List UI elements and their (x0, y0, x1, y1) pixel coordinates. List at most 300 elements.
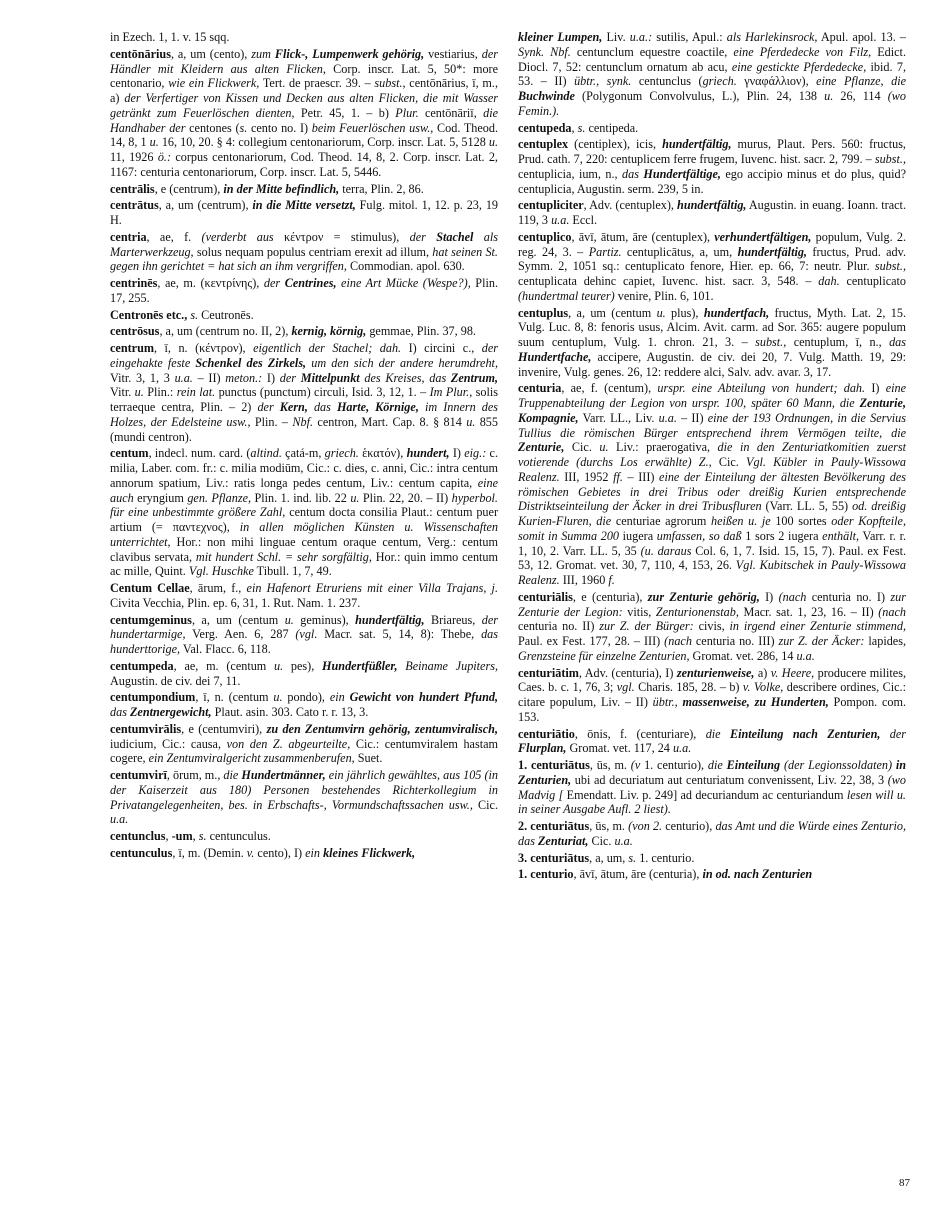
entry-gloss-italic: wie ein Flickwerk, (168, 76, 260, 91)
entry-gloss-italic: u. (656, 305, 666, 320)
dictionary-entry (110, 341, 498, 444)
entry-text: iudicium, Cic.: causa, (110, 736, 227, 751)
entry-text: Varr. r. r. 1, 10, 2. Varr. LL. 5, 35 (518, 528, 907, 558)
entry-text: Plin.: (143, 385, 177, 400)
entry-gloss-italic: u. (599, 440, 609, 455)
entry-text: 26, 114 (833, 89, 888, 103)
entry-text: – II) (676, 410, 708, 425)
entry-text: Paul. ex Fest. 177, 28. – III) (518, 634, 665, 648)
entry-text: Cic. (564, 440, 600, 455)
entry-text: terra, Plin. 2, 86. (339, 181, 424, 196)
dictionary-entry (110, 846, 498, 861)
dictionary-entry (518, 137, 906, 196)
entry-text: , a, um (centum (191, 612, 285, 627)
entry-headword: centumpeda (110, 658, 174, 673)
entry-headword: Centum Cellae (110, 581, 190, 595)
entry-text: Charis. 185, 28. – b) (634, 680, 743, 695)
entry-gloss-italic: Zenturionenstab, (655, 604, 739, 619)
entry-text: Suet. (354, 751, 383, 766)
entry-gloss-bold: Centrines, (284, 276, 337, 290)
entry-text: Plin. 22, 20. – II) (359, 490, 452, 505)
entry-gloss-italic: Vgl. Kubitschek in Pauly-Wissowa Realenz. (518, 558, 906, 587)
entry-text: , ī, n. (centum (195, 690, 274, 705)
entry-gloss-italic: od. dreißig Kurien-Fluren, die (518, 499, 906, 528)
entry-text: corpus centonariorum, Cod. Theod. 14, 8, 2. Corp. inscr. Lat. 2, 1167: centuria centonariorum, Corp. inscr. Lat. 5, 5446. (110, 150, 498, 179)
entry-text: populum, Vulg. 2. reg. 24, 3. – (518, 229, 906, 259)
entry-text: centunclus ( (631, 74, 703, 89)
entry-headword: centumvirī (110, 768, 167, 782)
entry-headword: 2. centuriātus (518, 819, 590, 833)
entry-gloss-bold: Flurplan, (518, 741, 567, 756)
entry-text: ἑκατόν), (358, 446, 407, 461)
entry-text: describere ordines, Cic.: citare populum, Liv. – II) (518, 680, 906, 709)
entry-text: centipeda. (585, 120, 639, 135)
entry-gloss-italic: griech. (702, 74, 737, 89)
entry-gloss-bold: Zenturiat, (537, 833, 589, 848)
entry-text: , a, um (centrum), (158, 198, 253, 213)
entry-headword: centuriātio (518, 726, 575, 741)
entry-text: I) (759, 589, 779, 604)
entry-gloss-italic: eine der 193 Ordnungen, in die Servius Tullius die römischen Bürger entsprechend ihrem Vermögen teilte, die (518, 410, 906, 440)
entry-text: vestiarius, (424, 46, 482, 61)
entry-gloss-italic: Vgl. Huschke (188, 564, 254, 579)
entry-text: – III) (622, 469, 660, 484)
entry-headword: centrātus (110, 198, 159, 213)
entry-gloss-italic: das (110, 705, 130, 719)
entry-gloss-italic: ö.: (157, 150, 172, 164)
dictionary-entry (518, 30, 906, 119)
entry-gloss-italic: eig.: (464, 446, 487, 461)
entry-text: Cic.: centumviralem hastam cogere, (110, 736, 498, 766)
entry-text: Petr. 45, 1. – b) (294, 105, 396, 120)
entry-text: , ārum, f., (189, 581, 247, 595)
entry-text: (centiplex), icis, (568, 137, 663, 152)
entry-text: producere milites, Caes. b. c. 1, 76, 3; (518, 665, 906, 695)
entry-text: (Polygonum Convolvulus, L.), Plin. 24, 138 (574, 89, 825, 103)
entry-text: in Ezech. 1, 1. v. 15 sqq. (110, 30, 230, 44)
entry-gloss-italic: oder Kopfteile, somit in Summa 200 (518, 514, 906, 543)
entry-headword: centria (110, 229, 147, 244)
entry-gloss-italic: enthält, (822, 528, 860, 543)
entry-gloss-italic: im Innern des Holzes, der Edelsteine usw., (110, 400, 499, 429)
entry-text: Eccl. (569, 213, 598, 227)
entry-text: civis, (693, 619, 730, 634)
dictionary-entry (110, 829, 498, 844)
entry-gloss-italic: das Amt und die Würde eines Zenturio, das (518, 819, 907, 848)
entry-gloss-italic: das hunderttorige, (110, 627, 498, 656)
entry-text: , āvī, ātum, āre (centuplex), (571, 229, 715, 244)
entry-text: Vitr. 3, 1, 3 (110, 370, 175, 385)
entry-text: Augustin. de civ. dei 7, 11. (110, 673, 241, 688)
entry-gloss-italic: (wo Femin.). (518, 89, 906, 118)
dictionary-entry (518, 381, 906, 588)
entry-text: Plin. – (250, 414, 293, 429)
entry-gloss-italic: gen. Pflanze, (187, 490, 252, 505)
entry-text: , ae, m. (centum (173, 658, 275, 673)
entry-text: κέντρον = stimulus), (273, 229, 410, 244)
entry-text: 100 sortes (770, 514, 832, 528)
dictionary-entry (518, 867, 906, 882)
entry-gloss-italic: u. (149, 135, 159, 150)
entry-gloss-italic: v. Volke, (742, 680, 784, 695)
entry-gloss-italic: eine Art Mücke (Wespe?), (336, 276, 471, 290)
entry-headword: centumvirālis (110, 721, 182, 736)
entry-text: Plaut. asin. 303. Cato r. r. 13, 3. (211, 705, 369, 719)
entry-gloss-italic: u. (466, 414, 476, 429)
entry-text: centuplum, ī, n., (786, 335, 890, 349)
entry-text: I) (865, 381, 886, 396)
entry-text: centōnāriī, (418, 105, 484, 120)
entry-text: III, 1952 (559, 469, 614, 484)
entry-headword: centrum (110, 341, 154, 355)
entry-gloss-bold: Zentrum, (450, 370, 498, 385)
dictionary-entry (110, 581, 498, 611)
entry-text: centuplicata dehinc capiet, Iuvenc. hist. sacr. 3, 548. – (518, 274, 819, 288)
entry-gloss-italic: der eingehakte feste (110, 341, 499, 370)
entry-text: Tibull. 1, 7, 49. (253, 564, 332, 579)
entry-text: I) (449, 446, 465, 461)
entry-text: centuria no. III) (691, 634, 779, 648)
entry-gloss-italic: die Handhaber der (110, 105, 498, 135)
entry-gloss-italic: v. (246, 845, 255, 860)
entry-text: Emendatt. Liv. p. 249] ad decuriandum ac centuriandum (563, 787, 847, 802)
entry-gloss-italic: u.a. (658, 410, 677, 425)
entry-text: Verg. Aen. 6, 287 (185, 627, 296, 642)
entry-text: gemmae, Plin. 37, 98. (366, 324, 476, 339)
entry-gloss-italic: Beiname Jupiters, (397, 658, 498, 673)
entry-gloss-italic: (nach (878, 604, 906, 619)
entry-text: Commodian. apol. 630. (346, 259, 465, 274)
entry-gloss-italic: das (622, 166, 644, 181)
entry-text: Col. 6, 1, 7. Isid. 15, 15, 7). Paul. ex Fest. 53, 12. Gromat. vet. 30, 7, 110, 4, 153, 26. (518, 543, 906, 573)
entry-gloss-italic: vgl. (616, 680, 635, 695)
entry-text: Varr. LL., Liv. (578, 410, 659, 425)
entry-text: 11, 1926 (110, 150, 158, 164)
entry-gloss-bold: Einteilung (726, 758, 781, 772)
entry-gloss-italic: der (409, 229, 437, 244)
entry-gloss-bold: Zenturie, Kompagnie, (518, 396, 906, 425)
entry-gloss-bold: Einteilung nach Zenturien, (729, 726, 881, 741)
entry-gloss-italic: hyperbol. für eine unbestimmte größere Zahl, (110, 490, 498, 520)
entry-gloss-italic: u. (284, 612, 294, 627)
dictionary-entry (110, 182, 498, 197)
entry-text: 16, 10, 20. § 4: collegium centonariorum, Corp. inscr. Lat. 5, 5128 (158, 135, 489, 150)
entry-text: vitis, (622, 604, 656, 619)
entry-gloss-italic: u.a. (614, 833, 633, 848)
left-column (110, 30, 498, 863)
entry-gloss-italic: eine gestickte Pferdedecke, (731, 59, 867, 74)
entry-gloss-bold: hundertfach, (703, 305, 770, 320)
entry-text: centuplicia, ium, n., (518, 166, 623, 181)
dictionary-entry (110, 308, 498, 323)
entry-headword: centrālis (110, 181, 155, 196)
entry-text: Plin. 17, 255. (110, 276, 498, 305)
entry-gloss-italic: als Harlekinsrock, (726, 30, 818, 44)
entry-headword: centuplex (518, 137, 569, 152)
entry-gloss-italic: der Verfertiger von Kissen und Decken aus alten Flicken, die mit Wasser getränkt zum Feuerlöschen dienten, (110, 91, 498, 120)
entry-text: 855 (mundi centron). (110, 414, 498, 444)
entry-gloss-italic: hat seinen St. gegen ihn gerichtet = hat sich an ihm vergriffen, (110, 244, 498, 274)
entry-gloss-italic: in allen möglichen Künsten u. Wissenschaften unterrichtet, (110, 520, 498, 549)
entry-headword: centuriālis (518, 589, 573, 604)
entry-text: centuria no. I) (806, 589, 891, 604)
entry-text: plus), (665, 305, 704, 320)
entry-gloss-italic: das (889, 335, 906, 349)
entry-gloss-italic: s. (628, 850, 637, 865)
entry-text: centuplicato (839, 274, 907, 288)
entry-gloss-italic: zur Zenturie der Legion: (518, 589, 906, 619)
dictionary-entry (110, 276, 498, 306)
entry-gloss-italic: die in den Zenturiatkomitien zuerst votierende (durchs Los erwählte) Z., (518, 440, 906, 469)
entry-text: Edict. Diocl. 7, 52: centunclum ornatum ab acu, (518, 44, 906, 74)
entry-gloss-italic: u.a. (672, 741, 692, 756)
entry-gloss-bold: Stachel (436, 229, 474, 244)
entry-gloss-italic: (vgl. (295, 627, 318, 642)
entry-text: , a, um (centrum no. II, 2), (159, 324, 292, 339)
entry-text: Val. Flacc. 6, 118. (180, 642, 271, 656)
entry-gloss-italic: beim Feuerlöschen usw., (311, 120, 434, 135)
entry-gloss-italic: v. Heere, (770, 665, 815, 680)
entry-text: (Varr. LL. 5, 55) (761, 499, 853, 514)
entry-text: , ae, m. (κεντρίνης), (157, 276, 264, 290)
right-column (518, 30, 906, 884)
entry-text: Hor.: non mihi linguae centum oraque centum, Verg.: centum clavibus servata, (110, 534, 498, 564)
entry-gloss-italic: der Händler mit Kleidern aus alten Flicken, (110, 46, 499, 76)
entry-text: Macr. sat. 1, 23, 16. – II) (738, 604, 879, 619)
entry-gloss-italic: u. (274, 658, 284, 673)
dictionary-entry (518, 306, 906, 380)
entry-text: Plin. 1. ind. lib. 22 (251, 490, 351, 505)
entry-gloss-italic: u. (488, 135, 498, 150)
entry-text: çatá-m, (281, 446, 325, 461)
entry-text: iugera (619, 528, 657, 543)
entry-headword: centuplus (518, 305, 569, 320)
entry-gloss-italic: Im Plur., (429, 385, 473, 400)
entry-text: Liv.: praerogativa, (608, 440, 718, 455)
entry-gloss-italic: das (307, 400, 337, 414)
entry-text: Gromat. vet. 117, 24 (566, 741, 673, 756)
entry-gloss-italic: s. (239, 120, 248, 135)
entry-gloss-italic: subst., (374, 76, 406, 91)
entry-gloss-bold: zenturienweise, (676, 665, 755, 680)
entry-gloss-italic: (wo Madvig [ (518, 772, 906, 802)
entry-gloss-italic: u.a.: (629, 30, 653, 44)
entry-text: Civita Vecchia, Plin. ep. 6, 31, 1. Rut. Nam. 1. 237. (110, 595, 361, 610)
entry-text: , āvī, ātum, āre (centuria), (573, 867, 703, 882)
entry-text: centunculus. (206, 829, 271, 843)
entry-text: centōnārius, ī, m., a) (110, 76, 499, 105)
entry-gloss-italic: der (279, 370, 301, 385)
entry-text: lapides, (864, 634, 906, 648)
entry-gloss-bold: hundertfältig, (677, 198, 747, 213)
entry-text: , ae, f. (146, 229, 202, 244)
entry-gloss-bold: in der Mitte befindlich, (223, 181, 340, 196)
entry-gloss-italic: meton.: (225, 370, 263, 385)
entry-gloss-italic: s. (198, 829, 207, 843)
entry-gloss-italic: ein jährlich gewähltes, aus 105 (in der Kaiserzeit aus 180) Personen bestehendes Richterkollegium in Privatangelegenheiten, bes. in Erbschafts-, Vormundschaftssachen usw., (110, 768, 498, 812)
entry-gloss-italic: ein (329, 690, 350, 705)
dictionary-entry (110, 722, 498, 766)
entry-gloss-bold: zu den Zentumvirn gehörig, zentumviralisch, (266, 721, 498, 736)
entry-text: Cic. (588, 833, 615, 848)
entry-gloss-italic: der hundertarmige, (110, 612, 498, 642)
entry-text: Cic. (711, 455, 746, 469)
entry-gloss-italic: eigentlich der Stachel; dah. (253, 341, 402, 355)
entry-gloss-italic: subst., (874, 152, 906, 166)
entry-text: , indecl. num. card. ( (148, 446, 251, 461)
entry-headword: centuriātim (518, 665, 579, 680)
entry-gloss-bold: hundert, (406, 446, 450, 461)
entry-text: centuriae agrorum (611, 514, 712, 528)
entry-headword: centrinēs (110, 276, 158, 290)
entry-gloss-bold: Mittelpunkt (300, 370, 360, 385)
entry-gloss-italic: ein Zentumviralgericht zusammenberufen, (148, 751, 355, 766)
entry-gloss-italic: u.a. (796, 648, 815, 663)
dictionary-entry (110, 768, 498, 827)
entry-gloss-italic: (nach (664, 634, 692, 648)
entry-gloss-italic: Synk. Nbf. (518, 44, 571, 59)
entry-gloss-bold: Hundertmänner, (241, 768, 326, 782)
dictionary-entry (518, 758, 906, 817)
entry-text: pondo), (282, 690, 330, 705)
entry-gloss-italic: Nbf. (292, 414, 314, 429)
entry-text: Gromat. vet. 286, 14 (689, 648, 797, 663)
entry-text: 1. centurio. (636, 850, 695, 865)
entry-gloss-italic: eine Pferdedecke von Filz, (733, 44, 872, 59)
dictionary-entry (110, 446, 498, 579)
entry-text: solus nequam populus centriam erexit ad illum, (193, 244, 433, 259)
entry-gloss-italic: übtr., (652, 695, 678, 709)
entry-gloss-italic: altind. (250, 446, 282, 461)
entry-gloss-bold: verhundertfältigen, (714, 229, 812, 244)
entry-text: ego accipio minus et do plus, quid? centuplicia, Augustin. serm. 239, 5 in. (518, 166, 906, 196)
entry-gloss-italic: subst., (755, 335, 787, 349)
entry-gloss-italic: eine Truppenabteilung der Legion von urspr. 100, später 60 Mann, die (518, 381, 906, 410)
entry-gloss-bold: hundertfältig, (737, 244, 807, 259)
entry-gloss-bold: Schenkel des Zirkels, (195, 355, 307, 370)
entry-gloss-italic: Plur. (395, 105, 419, 120)
entry-gloss-italic: Vgl. Kübler in Pauly-Wissowa Realenz. (518, 455, 906, 484)
dictionary-entry (518, 230, 906, 304)
dictionary-entry (518, 590, 906, 664)
entry-text: , a, um, (589, 850, 629, 865)
entry-text: centuria no. II) (518, 619, 600, 634)
entry-gloss-italic: Partiz. (588, 244, 622, 259)
entry-gloss-bold: hundertfältig, (662, 137, 732, 152)
entry-text: fructus, Prud. adv. Symm. 2, 1051 sq.: centuplicato fenore, Hier. ep. 66, 7: neutr. Plur. (518, 244, 906, 274)
entry-gloss-italic: u. (350, 490, 360, 505)
entry-gloss-bold: hundertfältig, (355, 612, 425, 627)
dictionary-entry (110, 324, 498, 339)
entry-gloss-italic: übtr., synk. (574, 74, 632, 89)
dictionary-entry (518, 198, 906, 228)
entry-text: , (165, 829, 172, 843)
entry-gloss-italic: der (263, 276, 285, 290)
entry-text: Macr. sat. 5, 14, 8): Thebe, (317, 627, 482, 642)
entry-gloss-italic: u.a. (110, 812, 129, 827)
entry-text: , e (centumviri), (181, 721, 267, 736)
entry-text: punctus (punctum) circuli, Isid. 3, 12, 1. – (215, 385, 430, 400)
entry-gloss-italic: lesen will u. in seiner Ausgabe Aufl. 2 liest). (518, 787, 906, 817)
entry-text: – II) (192, 370, 226, 385)
entry-text: c. milia, Laber. com. fr.: c. milia modiūm, Cic.: c. dies, c. anni, Cic.: intra centum annorum spatium, Liv.: ratis longa pedes centum, Liv.: centum capita, (110, 446, 499, 490)
entry-text: centones ( (185, 120, 240, 135)
dictionary-entry (518, 819, 906, 849)
entry-gloss-italic: ff. (613, 469, 623, 484)
entry-gloss-italic: urspr. eine Abteilung von hundert; dah. (657, 381, 866, 396)
entry-text: Fulg. mitol. 1, 12. p. 23, 19 H. (110, 198, 499, 227)
entry-text: Apul. apol. 13. – (817, 30, 906, 44)
dictionary-entry (110, 198, 498, 228)
entry-headword: -um (171, 829, 193, 843)
entry-text: , Adv. (centuria), I) (578, 665, 677, 680)
entry-text: Corp. inscr. Lat. 5, 50*: more centonario, (110, 61, 499, 91)
entry-text: Briareus, (424, 612, 482, 627)
entry-gloss-italic: (verderbt aus (201, 229, 274, 244)
entry-text: , ūs, m. (589, 758, 631, 772)
entry-gloss-bold: massenweise, zu Hunderten, (682, 695, 829, 709)
dictionary-entry (110, 613, 498, 657)
entry-text: eryngium (133, 490, 188, 505)
entry-gloss-italic: die (707, 758, 727, 772)
entry-gloss-bold: Zenturie, (518, 440, 565, 455)
entry-gloss-italic: in irgend einer Zenturie stimmend, (729, 619, 906, 634)
entry-text: Vitr. (110, 385, 135, 400)
entry-gloss-italic: die (223, 768, 242, 782)
dictionary-entry (110, 659, 498, 689)
dictionary-entry (110, 30, 498, 45)
entry-gloss-italic: (hundertmal teurer) (518, 288, 615, 303)
entry-headword: centunculus (110, 845, 173, 860)
entry-text: I) circini c., (401, 341, 482, 355)
entry-text: pes), (283, 658, 323, 673)
entry-gloss-italic: Grenzsteine für einzelne Zenturien, (518, 648, 690, 663)
entry-gloss-bold: Kern, (279, 400, 308, 414)
entry-headword: centōnārius (110, 46, 171, 61)
entry-gloss-italic: u.a. (551, 213, 570, 227)
entry-gloss-italic: (nach (778, 589, 807, 604)
entry-gloss-italic: u.a. (174, 370, 193, 385)
entry-text: geminus), (293, 612, 356, 627)
entry-headword: 1. centuriātus (518, 758, 590, 772)
entry-gloss-italic: als Marterwerkzeug, (110, 229, 498, 259)
entry-text: , (192, 829, 199, 843)
entry-gloss-bold: Harte, Körnige, (336, 400, 419, 414)
page-number: 87 (899, 1177, 910, 1189)
entry-gloss-bold: in die Mitte versetzt, (252, 198, 356, 213)
entry-gloss-italic: (v (630, 758, 641, 772)
entry-gloss-italic: der (257, 400, 280, 414)
entry-headword: centuria (518, 381, 562, 396)
entry-headword: centrōsus (110, 324, 160, 339)
entry-gloss-italic: dah. (818, 274, 840, 288)
entry-gloss-italic: s. (577, 120, 586, 135)
entry-text: a) (754, 665, 771, 680)
entry-gloss-italic: zum (251, 46, 275, 61)
entry-gloss-italic: eine auch (110, 475, 498, 505)
entry-headword: centupliciter (518, 198, 584, 213)
entry-text: ibid. 7, 53. – II) (518, 59, 906, 89)
entry-gloss-italic: subst., (874, 259, 906, 274)
dictionary-entry (518, 727, 906, 757)
entry-text: , (571, 120, 578, 135)
entry-text: venire, Plin. 6, 101. (614, 288, 714, 303)
entry-text: centum docta consilia Plaut.: centum puer artium (= παντεχνος), (110, 505, 498, 534)
entry-text: 1 sors 2 iugera (741, 528, 823, 543)
dictionary-entry (518, 851, 906, 866)
entry-gloss-bold: kernig, körnig, (291, 324, 367, 339)
entry-gloss-italic: der (880, 726, 907, 741)
